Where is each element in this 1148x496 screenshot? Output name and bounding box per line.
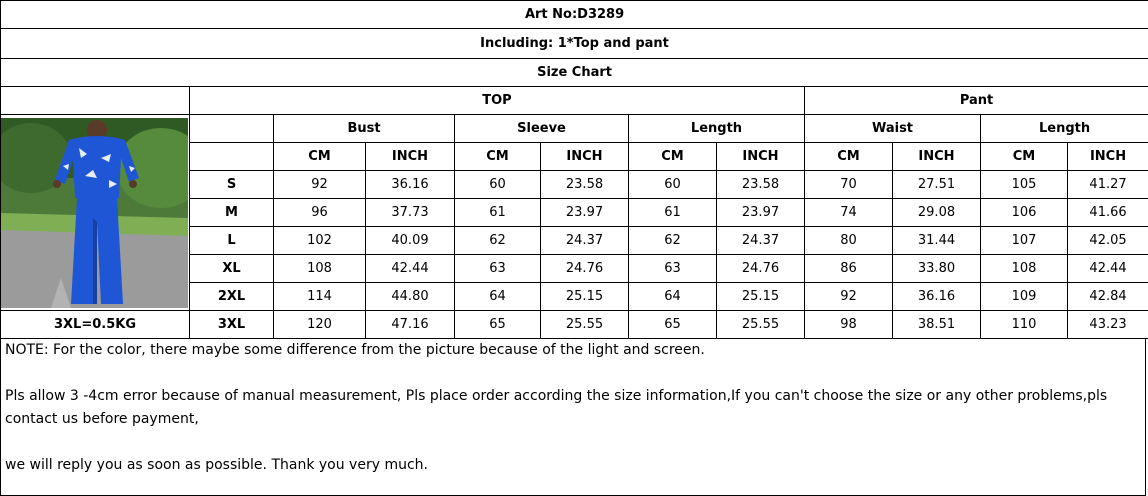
- table-cell: 64: [455, 283, 541, 311]
- table-cell: 70: [805, 171, 893, 199]
- table-cell: 27.51: [893, 171, 981, 199]
- table-cell: 29.08: [893, 199, 981, 227]
- table-cell: 64: [629, 283, 717, 311]
- table-cell: 42.84: [1068, 283, 1148, 311]
- blank-unit-corner: [190, 143, 274, 171]
- table-cell: 47.16: [366, 311, 455, 339]
- table-cell: 114: [274, 283, 366, 311]
- unit-header: INCH: [366, 143, 455, 171]
- table-cell: 92: [274, 171, 366, 199]
- table-cell: 25.55: [717, 311, 805, 339]
- unit-header: CM: [981, 143, 1068, 171]
- unit-header: INCH: [893, 143, 981, 171]
- table-cell: 86: [805, 255, 893, 283]
- unit-header: CM: [455, 143, 541, 171]
- note-color: NOTE: For the color, there maybe some difference from the picture because of the light and screen.: [5, 342, 705, 358]
- table-cell: 25.15: [541, 283, 629, 311]
- table-cell: 62: [455, 227, 541, 255]
- including-line: Including: 1*Top and pant: [1, 29, 1148, 59]
- note-reply: we will reply you as soon as possible. Thank you very much.: [5, 457, 428, 473]
- table-cell: 42.44: [366, 255, 455, 283]
- pant-length-header: Length: [981, 115, 1148, 143]
- table-cell: 92: [805, 283, 893, 311]
- product-photo: [1, 115, 190, 311]
- table-cell: 65: [629, 311, 717, 339]
- top-group-header: TOP: [190, 87, 805, 115]
- sleeve-header: Sleeve: [455, 115, 629, 143]
- size-label: 2XL: [190, 283, 274, 311]
- product-photo-image: [1, 118, 188, 308]
- table-cell: 60: [455, 171, 541, 199]
- table-cell: 36.16: [893, 283, 981, 311]
- table-cell: 24.76: [717, 255, 805, 283]
- table-cell: 96: [274, 199, 366, 227]
- unit-header: INCH: [541, 143, 629, 171]
- table-cell: 60: [629, 171, 717, 199]
- table-cell: 23.97: [541, 199, 629, 227]
- table-cell: 41.66: [1068, 199, 1148, 227]
- table-cell: 24.76: [541, 255, 629, 283]
- table-cell: 110: [981, 311, 1068, 339]
- table-cell: 43.23: [1068, 311, 1148, 339]
- size-chart-title: Size Chart: [1, 59, 1148, 87]
- blank-size-header: [190, 115, 274, 143]
- table-cell: 63: [629, 255, 717, 283]
- bust-header: Bust: [274, 115, 455, 143]
- table-cell: 37.73: [366, 199, 455, 227]
- table-cell: 62: [629, 227, 717, 255]
- size-label: 3XL: [190, 311, 274, 339]
- art-number: Art No:D3289: [1, 1, 1148, 29]
- table-cell: 23.58: [541, 171, 629, 199]
- table-cell: 80: [805, 227, 893, 255]
- table-cell: 65: [455, 311, 541, 339]
- table-cell: 40.09: [366, 227, 455, 255]
- table-cell: 98: [805, 311, 893, 339]
- table-cell: 38.51: [893, 311, 981, 339]
- table-cell: 42.44: [1068, 255, 1148, 283]
- size-label: S: [190, 171, 274, 199]
- table-cell: 108: [274, 255, 366, 283]
- table-cell: 23.58: [717, 171, 805, 199]
- size-label: M: [190, 199, 274, 227]
- notes-section: [0, 339, 1146, 496]
- top-length-header: Length: [629, 115, 805, 143]
- table-cell: 23.97: [717, 199, 805, 227]
- table-cell: 74: [805, 199, 893, 227]
- table-cell: 44.80: [366, 283, 455, 311]
- table-cell: 105: [981, 171, 1068, 199]
- size-label: XL: [190, 255, 274, 283]
- table-cell: 61: [455, 199, 541, 227]
- weight-label: 3XL=0.5KG: [1, 311, 190, 339]
- unit-header: INCH: [717, 143, 805, 171]
- waist-header: Waist: [805, 115, 981, 143]
- note-measurement: Pls allow 3 -4cm error because of manual measurement, Pls place order according the size information,If you can't choose the size or any other problems,pls contact us before payment,: [5, 388, 1108, 427]
- table-row: [1, 311, 1148, 339]
- pant-group-header: Pant: [805, 87, 1148, 115]
- table-cell: 102: [274, 227, 366, 255]
- table-cell: 108: [981, 255, 1068, 283]
- table-cell: 120: [274, 311, 366, 339]
- table-cell: 41.27: [1068, 171, 1148, 199]
- unit-header: CM: [629, 143, 717, 171]
- table-cell: 25.15: [717, 283, 805, 311]
- table-cell: 36.16: [366, 171, 455, 199]
- unit-header: INCH: [1068, 143, 1148, 171]
- table-cell: 31.44: [893, 227, 981, 255]
- table-cell: 24.37: [717, 227, 805, 255]
- size-label: L: [190, 227, 274, 255]
- blank-corner: [1, 87, 190, 115]
- table-cell: 25.55: [541, 311, 629, 339]
- table-cell: 24.37: [541, 227, 629, 255]
- table-cell: 61: [629, 199, 717, 227]
- unit-header: CM: [805, 143, 893, 171]
- unit-header: CM: [274, 143, 366, 171]
- table-cell: 42.05: [1068, 227, 1148, 255]
- table-cell: 106: [981, 199, 1068, 227]
- table-cell: 33.80: [893, 255, 981, 283]
- table-cell: 109: [981, 283, 1068, 311]
- table-cell: 63: [455, 255, 541, 283]
- table-cell: 107: [981, 227, 1068, 255]
